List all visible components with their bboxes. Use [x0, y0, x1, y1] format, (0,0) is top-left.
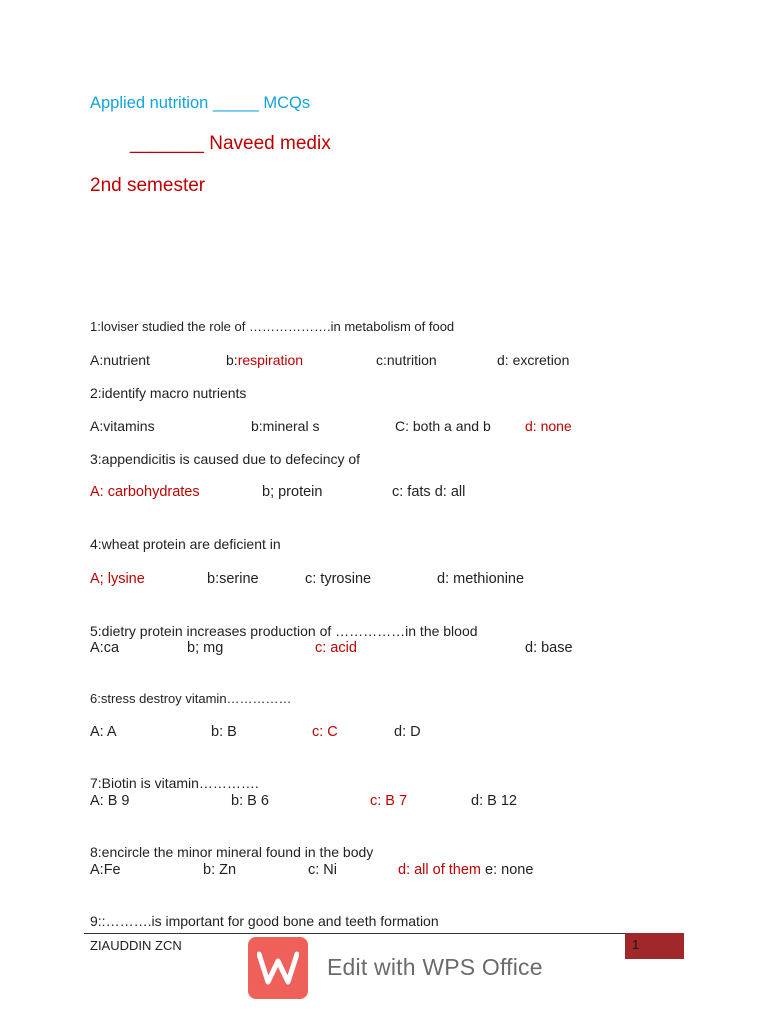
question-2: 2:identify macro nutrients — [90, 385, 247, 401]
question-1: 1:loviser studied the role of ……………….in metabolism of food — [90, 319, 455, 334]
question-8: 8:encircle the minor mineral found in the body — [90, 844, 374, 860]
footer-school: ZIAUDDIN ZCN — [90, 938, 182, 953]
q4-option-d: d: methionine — [437, 571, 525, 587]
question-9: 9::……….is important for good bone and teeth formation — [90, 913, 439, 929]
question-4: 4:wheat protein are deficient in — [90, 536, 281, 552]
q6-option-b: b: B — [211, 724, 237, 740]
q7-option-b: b: B 6 — [231, 793, 269, 809]
author-line: _______ Naveed medix — [130, 133, 331, 154]
document-title: Applied nutrition _____ MCQs — [90, 94, 311, 112]
q1-option-d: d: excretion — [497, 352, 570, 368]
wps-logo-icon[interactable] — [248, 937, 308, 999]
question-5: 5:dietry protein increases production of ……………in the blood — [90, 623, 478, 639]
q4-option-b: b:serine — [207, 571, 259, 587]
semester-heading: 2nd semester — [90, 175, 206, 196]
q1-option-c: c:nutrition — [376, 352, 437, 368]
question-3: 3:appendicitis is caused due to defecincy of — [90, 451, 361, 467]
q2-option-b: b:mineral s — [251, 418, 320, 434]
wps-edit-link[interactable]: Edit with WPS Office — [327, 954, 543, 980]
question-6: 6:stress destroy vitamin…………… — [90, 691, 292, 706]
q5-option-a: A:ca — [90, 640, 120, 656]
wps-w-glyph — [257, 951, 299, 985]
footer-rule — [84, 933, 625, 934]
q5-answer-acid: c: acid — [315, 640, 357, 656]
q8-option-a: A:Fe — [90, 862, 121, 878]
q8-option-b: b: Zn — [203, 862, 237, 878]
q1-option-b — [226, 352, 303, 368]
q2-answer-none: d: none — [525, 418, 572, 434]
q5-option-b: b; mg — [187, 640, 224, 656]
page-number: 1 — [632, 937, 640, 952]
q7-answer-b7: c: B 7 — [370, 793, 408, 809]
q8-answer-all-of-them: d: all of them — [398, 862, 482, 878]
q7-option-a: A: B 9 — [90, 793, 130, 809]
q7-option-d: d: B 12 — [471, 793, 517, 809]
q6-option-d: d: D — [394, 724, 421, 740]
q4-option-c: c: tyrosine — [305, 571, 372, 587]
q8-options-d-e — [398, 862, 533, 878]
q3-answer-carbohydrates: A: carbohydrates — [90, 484, 200, 500]
q1-answer-respiration: respiration — [237, 352, 304, 368]
q8-option-e: e: none — [485, 862, 534, 878]
q6-option-a: A: A — [90, 724, 117, 740]
question-7: 7:Biotin is vitamin…………. — [90, 775, 259, 791]
q1-option-b-prefix: b: — [226, 352, 238, 368]
q1-option-a: A:nutrient — [90, 352, 150, 368]
q3-option-b: b; protein — [262, 484, 323, 500]
q4-answer-lysine: A; lysine — [90, 571, 145, 587]
q2-option-a: A:vitamins — [90, 418, 155, 434]
q2-option-c: C: both a and b — [395, 418, 491, 434]
q6-answer-c: c: C — [312, 724, 338, 740]
q8-option-c: c: Ni — [308, 862, 337, 878]
q5-option-d: d: base — [525, 640, 573, 656]
q3-option-c-d: c: fats d: all — [392, 484, 466, 500]
